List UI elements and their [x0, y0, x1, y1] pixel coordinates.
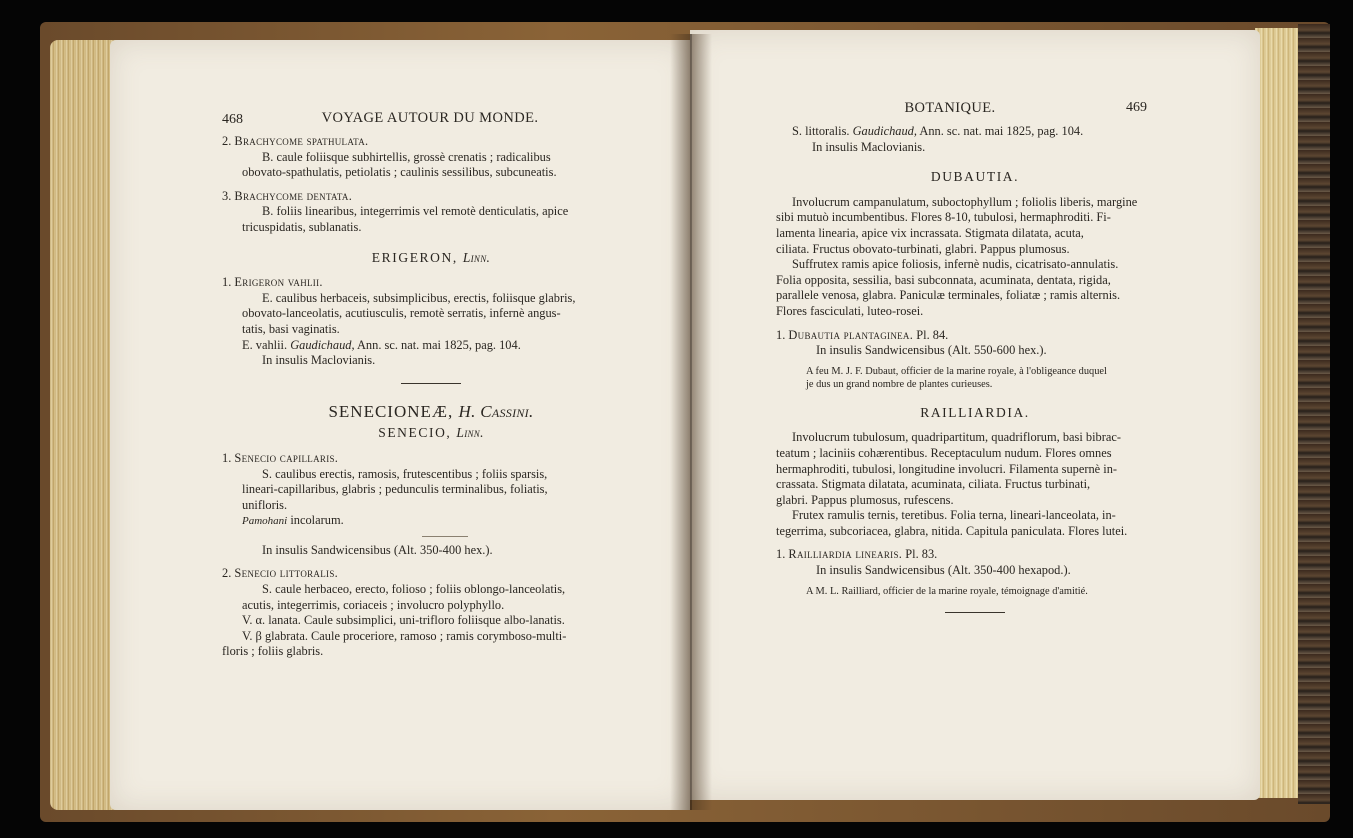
right-page — [690, 30, 1260, 800]
right-fore-edge — [1298, 24, 1330, 804]
entry-senecio-capillaris: 1. Senecio capillaris. S. caulibus erectis, ramosis, frutescentibus ; foliis sparsis, lineari-capillaribus, glabris ; pedunculis terminalibus, foliatis, unifloris. Pamohani incolarum. In insulis Sandwicensibus (Alt. 350-400 hex.). — [222, 450, 548, 557]
right-page-edges — [1255, 28, 1300, 798]
dubautia-footnote: A feu M. J. F. Dubaut, officier de la marine royale, à l'obligeance duquel je dus un grand nombre de plantes curieuses. — [806, 365, 1107, 390]
dubautia-description: Involucrum campanulatum, suboctophyllum ; foliolis liberis, margine sibi mutuò incumbentibus. Flores 8-10, tubulosi, hermaphroditi. Fi- lamenta linearia, apice vix incrassata. Stigmata dilatata, acuta, ciliata. Fructus obovato-turbinati, glabri. Pappus plumosus. Suffrutex ramis apice foliosis, infernè nudis, cicatrisato-annulatis. Folia opposita, sessilia, basi subconnata, acuminata, dentata, rigida, parallele venosa, glabra. Paniculæ terminales, foliatæ ; ramis alternis. Flores fasciculati, luteo-rosei. — [776, 194, 1138, 318]
genus-heading-dubautia: DUBAUTIA. — [930, 169, 1020, 185]
section-divider — [401, 383, 461, 384]
right-page-text: S. littoralis. Gaudichaud, Ann. sc. nat. mai 1825, pag. 104. In insulis Maclovianis. DUBAUTIA. Involucrum campanulatum, suboctophyllum ; foliolis liberis, margine sibi mutuò incumbentibus. Flores 8-10, tubulosi, hermaphroditi. Fi- lamenta linearia, apice vix incrassata. Stigmata dilatata, acuta, ciliata. Fructus obovato-turbinati, glabri. Pappus plumosus. Suffrutex ramis apice foliosis, infernè nudis, cicatrisato-annulatis. Folia opposita, sessilia, basi subconnata, acuminata, dentata, rigida, parallele venosa, glabra. Paniculæ terminales, foliatæ ; ramis alternis. Flores fasciculati, luteo-rosei. 1. Dubautia plantaginea. Pl. 84. In insulis Sandwicensibus (Alt. 550-600 hex.). A feu M. J. F. Dubaut, officier de la marine royale, à l'obligeance duquel je dus un grand nombre de plantes curieuses. RAILLIARDIA. Involucrum tubulosum, quadripartitum, quadriflorum, basi bibrac- teatum ; laciniis cohærentibus. Receptaculum nudum. Flores omnes hermaphroditi, tubulosi, longitudine involucri. Filamenta supernè in- crassata. Stigmata dilatata, acuminata, ciliata. Fructus turbinati, glabri. Pappus plumosus, rufescens. Frutex ramulis ternis, teretibus. Folia terna, lineari-lanceolata, in- tegerrima, subcoriacea, glabra, nitida. Capitula paniculata. Flores lutei. 1. Railliardia linearis. Pl. 83. In insulis Sandwicensibus (Alt. 350-400 hexapod.). A M. L. Railliard, officier de la marine royale, témoignage d'amitié. — [776, 124, 1174, 613]
genus-heading-erigeron: ERIGERON, Linn. — [371, 249, 491, 265]
entry-erigeron-vahlii: 1. Erigeron vahlii. E. caulibus herbaceis, subsimplicibus, erectis, foliisque glabris, obovato-lanceolatis, acutiusculis, remotè serratis, infernè angus- tatis, basi vaginatis. E. vahlii. Gaudichaud, Ann. sc. nat. mai 1825, pag. 104. In insulis Maclovianis. — [222, 275, 576, 368]
entry-senecio-littoralis: 2. Senecio littoralis. S. caule herbaceo, erecto, folioso ; foliis oblongo-lanceolatis, acutis, integerrimis, coriaceis ; involucro polyphyllo. V. α. lanata. Caule subsimplici, uni-trifloro foliisque albo-lanatis. V. β glabrata. Caule proceriore, ramoso ; ramis corymboso-multi- floris ; foliis glabris. — [222, 566, 567, 659]
species-name: Brachycome dentata. — [234, 188, 353, 203]
entry-brachycome-dentata: 3. Brachycome dentata. B. foliis linearibus, integerrimis vel remotè denticulatis, apice tricuspidatis, sublanatis. — [222, 188, 569, 234]
railliardia-footnote: A M. L. Railliard, officier de la marine royale, témoignage d'amitié. — [806, 585, 1088, 597]
left-page-text — [222, 134, 640, 660]
genus-heading-senecio: SENECIO, Linn. — [378, 425, 484, 441]
entry-brachycome-spathulata: 2. Brachycome spathulata. B. caule foliisque subhirtellis, grossè crenatis ; radicalibus obovato-spathulatis, petiolatis ; caulinis sessilibus, subcuneatis. — [222, 134, 557, 180]
railliardia-description: Involucrum tubulosum, quadripartitum, quadriflorum, basi bibrac- teatum ; laciniis cohærentibus. Receptaculum nudum. Flores omnes hermaphroditi, tubulosi, longitudine involucri. Filamenta supernè in- crassata. Stigmata dilatata, acuminata, ciliata. Fructus turbinati, glabri. Pappus plumosus, rufescens. Frutex ramulis ternis, teretibus. Folia terna, lineari-lanceolata, in- tegerrima, subcoriacea, glabra, nitida. Capitula paniculata. Flores lutei. — [776, 430, 1128, 538]
entry-dubautia-plantaginea: 1. Dubautia plantaginea. Pl. 84. In insulis Sandwicensibus (Alt. 550-600 hex.). — [776, 327, 1047, 358]
page-number-right: 469 — [1126, 100, 1147, 115]
left-page — [110, 40, 690, 810]
book-gutter — [670, 34, 712, 810]
running-head-right: BOTANIQUE. — [904, 100, 996, 116]
species-name: Brachycome spathulata. — [234, 134, 369, 148]
tribe-heading-senecioneae: SENECIONEÆ, H. Cassini. — [328, 401, 534, 421]
end-divider — [945, 612, 1005, 613]
entry-railliardia-linearis: 1. Railliardia linearis. Pl. 83. In insulis Sandwicensibus (Alt. 350-400 hexapod.). — [776, 547, 1071, 578]
page-number-left: 468 — [222, 112, 243, 127]
genus-heading-railliardia: RAILLIARDIA. — [920, 404, 1030, 420]
running-head-left: VOYAGE AUTOUR DU MONDE. — [321, 110, 539, 126]
